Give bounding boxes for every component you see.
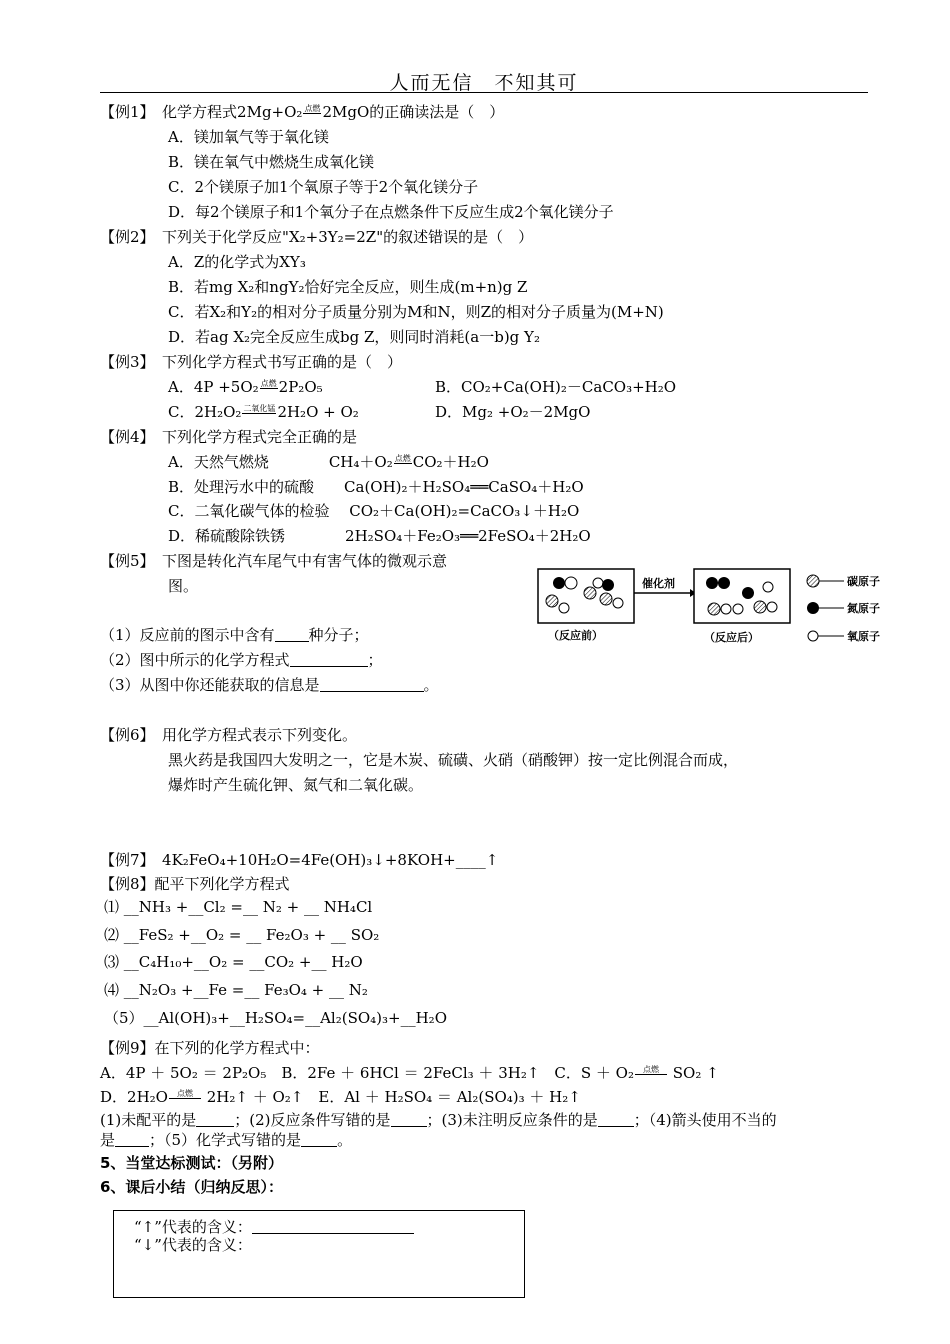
ex4-option-b: B．处理污水中的硫酸 Ca(OH)₂＋H₂SO₄══CaSO₄＋H₂O [168, 478, 584, 496]
catalyst-label: 催化剂 [642, 577, 675, 590]
ex4-option-a [168, 452, 489, 472]
after-label: （反应后） [704, 631, 759, 644]
ex9-row-2-text: D．2H₂O [100, 1088, 168, 1106]
ex5-sub-2-text: （2）图中所示的化学方程式 [100, 651, 290, 669]
summary-down-row: “↓”代表的含义： [134, 1236, 252, 1254]
ex9-answer-text: 。 [337, 1131, 353, 1149]
ex8-line-5: （5）__Al(OH)₃+__H₂SO₄=__Al₂(SO₄)₃+__H₂O [104, 1009, 447, 1027]
ex9-answers-1 [100, 1110, 777, 1130]
ex3-c-left: C．2H₂O₂ [168, 403, 242, 421]
ex8-line-3: ⑶ __C₄H₁₀+__O₂ = __CO₂ +__ H₂O [104, 953, 363, 971]
reaction-diagram [532, 563, 892, 653]
ex5-sub-1 [100, 625, 369, 645]
ex5-sub-1-text: （1）反应前的图示中含有 [100, 626, 275, 644]
ex2-option-c: C．若X₂和Y₂的相对分子质量分别为M和N，则Z的相对分子质量为(M+N) [168, 303, 664, 321]
reaction-condition: 点燃 [260, 379, 277, 388]
ex9-answer-text: ；(2)反应条件写错的是 [234, 1111, 391, 1129]
ex5-sub-3-text: （3）从图中你还能获取的信息是 [100, 676, 320, 694]
ex9-answer-text: ；(3)未注明反应条件的是 [426, 1111, 598, 1129]
answer-blank[interactable] [196, 1112, 234, 1127]
example-6-question: 【例6】 用化学方程式表示下列变化。 [100, 726, 358, 744]
example-9-question: 【例9】在下列的化学方程式中： [100, 1039, 320, 1057]
ex3-option-c [168, 402, 359, 422]
reaction-condition: 点燃 [169, 1090, 201, 1099]
ex9-answer-text: 是 [100, 1131, 116, 1149]
ex1-text-a: 【例1】 化学方程式2Mg+O₂ [100, 103, 303, 121]
ex4-a-right: CO₂＋H₂O [412, 453, 489, 471]
ex1-option-d: D．每2个镁原子和1个氧分子在点燃条件下反应生成2个氧化镁分子 [168, 203, 614, 221]
legend-nitrogen: 氮原子 [847, 602, 880, 615]
summary-up-label: “↑”代表的含义： [134, 1218, 252, 1236]
ex2-option-a: A．Z的化学式为XY₃ [168, 253, 306, 271]
example-5-question-cont: 图。 [168, 577, 199, 595]
ex3-a-right: 2P₂O₅ [278, 378, 323, 396]
answer-blank[interactable] [290, 652, 368, 667]
example-4-question: 【例4】 下列化学方程式完全正确的是 [100, 428, 358, 446]
answer-blank[interactable] [252, 1219, 414, 1234]
ex1-option-c: C．2个镁原子加1个氧原子等于2个氧化镁分子 [168, 178, 479, 196]
ex9-row-1-end: SO₂ ↑ [672, 1064, 719, 1082]
ex9-answer-text: ；（4)箭头使用不当的 [633, 1111, 777, 1129]
ex6-text-2: 爆炸时产生硫化钾、氮气和二氧化碳。 [168, 776, 424, 794]
ex3-option-a [168, 377, 323, 397]
example-8-question: 【例8】配平下列化学方程式 [100, 875, 290, 893]
reaction-condition: 点燃 [394, 454, 411, 463]
example-1-question [100, 102, 504, 122]
answer-blank[interactable] [115, 1132, 149, 1147]
ex5-sub-2 [100, 650, 383, 670]
ex8-line-4: ⑷ __N₂O₃ +__Fe =__ Fe₃O₄ + __ N₂ [104, 981, 368, 999]
ex3-option-b: B．CO₂+Ca(OH)₂－CaCO₃+H₂O [435, 378, 677, 396]
section-5-heading: 5、当堂达标测试：（另附） [100, 1154, 283, 1172]
example-5-question: 【例5】 下图是转化汽车尾气中有害气体的微观示意 [100, 552, 448, 570]
ex9-answers-2 [100, 1130, 352, 1150]
reaction-condition: 点燃 [635, 1066, 667, 1075]
ex9-row-2-end: 2H₂↑ ＋ O₂↑ E．Al ＋ H₂SO₄ ＝ Al₂(SO₄)₃ ＋ H₂↑ [206, 1088, 581, 1106]
ex3-option-d: D．Mg₂ +O₂－2MgO [435, 403, 591, 421]
answer-blank[interactable] [301, 1132, 337, 1147]
reaction-condition: 二氧化锰 [243, 404, 276, 413]
before-label: （反应前） [548, 629, 603, 642]
ex2-option-d: D．若ag X₂完全反应生成bg Z，则同时消耗(a一b)g Y₂ [168, 328, 540, 346]
legend-oxygen: 氧原子 [847, 630, 880, 643]
answer-blank[interactable] [275, 627, 309, 642]
reaction-condition: 点燃 [304, 104, 321, 113]
summary-box [113, 1210, 525, 1298]
answer-blank[interactable] [320, 677, 424, 692]
page-header: 人而无信 不知其可 [100, 68, 868, 93]
ex9-row-1-text: A．4P ＋ 5O₂ ＝ 2P₂O₅ B．2Fe ＋ 6HCl ＝ 2FeCl₃ ＋ 3H₂↑ C．S ＋ O₂ [100, 1064, 634, 1082]
ex9-answer-text: (1)未配平的是 [100, 1111, 197, 1129]
answer-blank[interactable] [391, 1112, 427, 1127]
ex3-a-left: A．4P +5O₂ [168, 378, 259, 396]
example-3-question: 【例3】 下列化学方程式书写正确的是（ ） [100, 353, 403, 371]
ex9-answer-text: ；（5）化学式写错的是 [149, 1131, 302, 1149]
ex1-option-b: B．镁在氧气中燃烧生成氧化镁 [168, 153, 375, 171]
ex6-text-1: 黑火药是我国四大发明之一，它是木炭、硫磺、火硝（硝酸钾）按一定比例混合而成， [168, 751, 739, 769]
ex1-text-b: 2MgO的正确读法是（ ） [322, 103, 505, 121]
example-7-question: 【例7】 4K₂FeO₄+10H₂O=4Fe(OH)₃↓+8KOH+____↑ [100, 851, 499, 869]
ex9-row-1 [100, 1063, 719, 1083]
ex4-a-left: A．天然气燃烧 CH₄＋O₂ [168, 453, 393, 471]
example-2-question: 【例2】 下列关于化学反应"X₂+3Y₂=2Z"的叙述错误的是（ ） [100, 228, 534, 246]
ex1-option-a: A．镁加氧气等于氧化镁 [168, 128, 329, 146]
ex8-line-2: ⑵ __FeS₂ +__O₂ = __ Fe₂O₃ + __ SO₂ [104, 926, 380, 944]
section-6-heading: 6、课后小结（归纳反思）： [100, 1178, 283, 1196]
ex8-line-1: ⑴ __NH₃ +__Cl₂ =__ N₂ + __ NH₄Cl [104, 898, 373, 916]
ex4-option-d: D．稀硫酸除铁锈 2H₂SO₄＋Fe₂O₃══2FeSO₄＋2H₂O [168, 527, 591, 545]
ex5-sub-3 [100, 675, 439, 695]
summary-up-row [134, 1217, 414, 1237]
ex5-sub-2-end: ； [367, 651, 383, 669]
ex5-sub-3-end: 。 [423, 676, 439, 694]
legend-carbon: 碳原子 [847, 575, 880, 588]
ex5-sub-1-end: 种分子； [308, 626, 369, 644]
ex4-option-c: C．二氧化碳气体的检验 CO₂＋Ca(OH)₂=CaCO₃↓＋H₂O [168, 502, 580, 520]
ex9-row-2 [100, 1087, 581, 1107]
ex3-c-right: 2H₂O + O₂ [277, 403, 359, 421]
after-box [694, 569, 790, 623]
ex2-option-b: B．若mg X₂和ngY₂恰好完全反应，则生成(m+n)g Z [168, 278, 528, 296]
answer-blank[interactable] [598, 1112, 634, 1127]
